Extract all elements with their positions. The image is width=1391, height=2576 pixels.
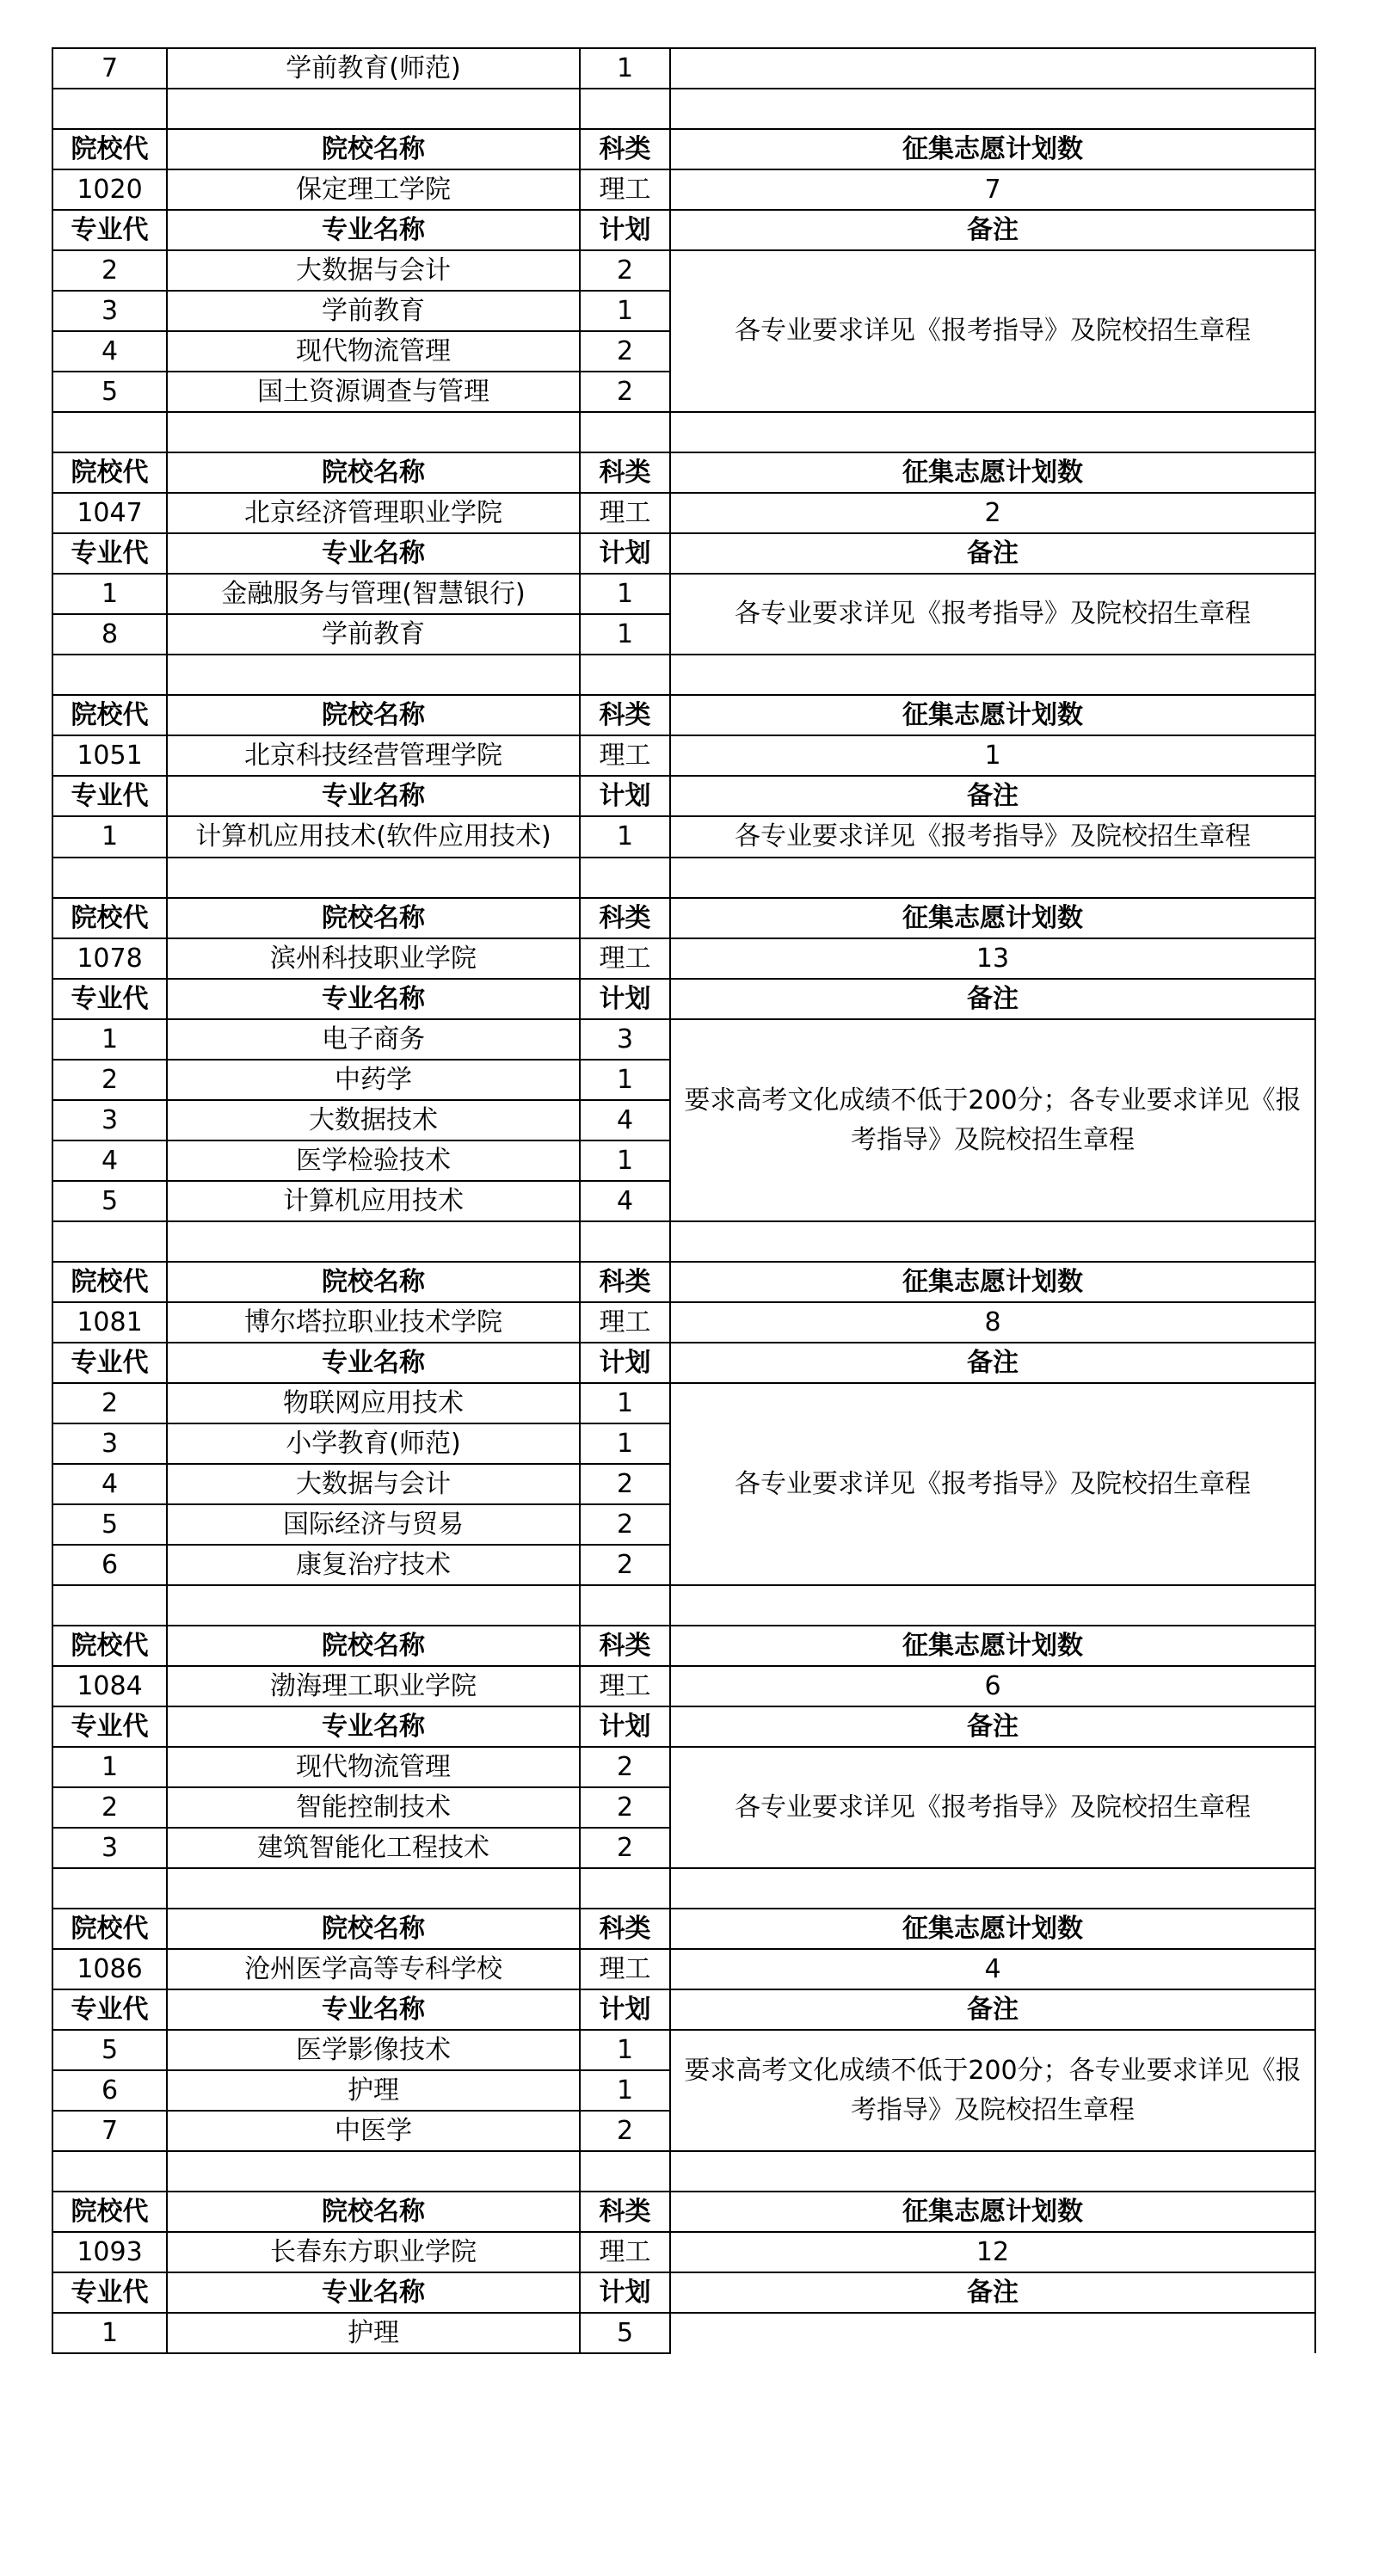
empty-cell xyxy=(52,2151,167,2192)
remark-cell xyxy=(670,48,1315,89)
school-category: 理工 xyxy=(580,2232,670,2272)
major-code: 1 xyxy=(52,816,167,858)
empty-cell xyxy=(580,412,670,452)
major-row xyxy=(52,574,1315,614)
remark-header: 备注 xyxy=(670,2272,1315,2313)
school-header-row xyxy=(52,2192,1315,2232)
school-code: 1078 xyxy=(52,938,167,979)
major-header-row xyxy=(52,1343,1315,1383)
category-header: 科类 xyxy=(580,898,670,938)
school-code-header: 院校代 xyxy=(52,129,167,169)
major-row xyxy=(52,2313,1315,2353)
empty-cell xyxy=(580,2151,670,2192)
major-name: 中医学 xyxy=(167,2111,580,2151)
major-plan: 1 xyxy=(580,2070,670,2111)
major-name: 国土资源调查与管理 xyxy=(167,372,580,412)
remark-cell: 各专业要求详见《报考指导》及院校招生章程 xyxy=(670,250,1315,412)
empty-cell xyxy=(670,2151,1315,2192)
major-row xyxy=(52,2030,1315,2070)
major-name-header: 专业名称 xyxy=(167,533,580,574)
school-name: 沧州医学高等专科学校 xyxy=(167,1949,580,1989)
major-code-cell: 7 xyxy=(52,48,167,89)
school-plan-total: 13 xyxy=(670,938,1315,979)
school-header-row xyxy=(52,452,1315,493)
school-category: 理工 xyxy=(580,169,670,210)
major-plan: 5 xyxy=(580,2313,670,2353)
major-code-header: 专业代 xyxy=(52,979,167,1019)
plan-total-header: 征集志愿计划数 xyxy=(670,1626,1315,1666)
major-header-row xyxy=(52,1706,1315,1747)
major-name: 现代物流管理 xyxy=(167,331,580,372)
remark-header: 备注 xyxy=(670,1989,1315,2030)
major-code: 3 xyxy=(52,1423,167,1464)
empty-cell xyxy=(52,1221,167,1262)
major-row xyxy=(52,1747,1315,1787)
major-code: 1 xyxy=(52,2313,167,2353)
major-code-header: 专业代 xyxy=(52,1343,167,1383)
major-code: 2 xyxy=(52,1383,167,1423)
category-header: 科类 xyxy=(580,1262,670,1302)
plan-header: 计划 xyxy=(580,776,670,816)
category-header: 科类 xyxy=(580,452,670,493)
empty-cell xyxy=(167,2151,580,2192)
major-name: 护理 xyxy=(167,2070,580,2111)
school-header-row xyxy=(52,695,1315,735)
school-code: 1047 xyxy=(52,493,167,533)
major-code: 2 xyxy=(52,1060,167,1100)
school-name-header: 院校名称 xyxy=(167,452,580,493)
major-name-header: 专业名称 xyxy=(167,2272,580,2313)
school-row xyxy=(52,2232,1315,2272)
major-name: 大数据与会计 xyxy=(167,250,580,291)
major-name-header: 专业名称 xyxy=(167,776,580,816)
empty-cell xyxy=(580,655,670,695)
school-plan-total: 7 xyxy=(670,169,1315,210)
school-plan-total: 2 xyxy=(670,493,1315,533)
major-name: 电子商务 xyxy=(167,1019,580,1060)
major-name: 大数据与会计 xyxy=(167,1464,580,1504)
major-name-header: 专业名称 xyxy=(167,210,580,250)
major-code: 5 xyxy=(52,1181,167,1221)
category-header: 科类 xyxy=(580,1626,670,1666)
empty-cell xyxy=(580,1868,670,1909)
major-code: 1 xyxy=(52,1747,167,1787)
major-code: 3 xyxy=(52,1828,167,1868)
major-name: 国际经济与贸易 xyxy=(167,1504,580,1545)
school-code: 1086 xyxy=(52,1949,167,1989)
major-row xyxy=(52,250,1315,291)
major-code: 3 xyxy=(52,291,167,331)
plan-header: 计划 xyxy=(580,533,670,574)
school-name: 北京科技经营管理学院 xyxy=(167,735,580,776)
major-code: 5 xyxy=(52,1504,167,1545)
separator-row xyxy=(52,1585,1315,1626)
school-code-header: 院校代 xyxy=(52,695,167,735)
school-header-row xyxy=(52,898,1315,938)
school-plan-total: 12 xyxy=(670,2232,1315,2272)
major-name: 物联网应用技术 xyxy=(167,1383,580,1423)
major-name: 大数据技术 xyxy=(167,1100,580,1140)
plan-header: 计划 xyxy=(580,2272,670,2313)
school-name-header: 院校名称 xyxy=(167,2192,580,2232)
category-header: 科类 xyxy=(580,695,670,735)
remark-cell: 要求高考文化成绩不低于200分；各专业要求详见《报考指导》及院校招生章程 xyxy=(670,2030,1315,2151)
school-row xyxy=(52,1949,1315,1989)
remark-cell: 各专业要求详见《报考指导》及院校招生章程 xyxy=(670,816,1315,858)
separator-row xyxy=(52,1221,1315,1262)
school-code-header: 院校代 xyxy=(52,1626,167,1666)
remark-header: 备注 xyxy=(670,533,1315,574)
major-code: 4 xyxy=(52,331,167,372)
major-plan: 1 xyxy=(580,291,670,331)
remark-cell: 各专业要求详见《报考指导》及院校招生章程 xyxy=(670,574,1315,655)
major-plan: 2 xyxy=(580,1464,670,1504)
major-plan: 1 xyxy=(580,574,670,614)
major-code: 3 xyxy=(52,1100,167,1140)
school-name-header: 院校名称 xyxy=(167,129,580,169)
school-name: 长春东方职业学院 xyxy=(167,2232,580,2272)
major-plan: 1 xyxy=(580,2030,670,2070)
major-name: 中药学 xyxy=(167,1060,580,1100)
school-code: 1081 xyxy=(52,1302,167,1343)
major-plan: 4 xyxy=(580,1181,670,1221)
major-plan: 1 xyxy=(580,1383,670,1423)
school-code-header: 院校代 xyxy=(52,2192,167,2232)
major-code: 5 xyxy=(52,372,167,412)
school-name: 北京经济管理职业学院 xyxy=(167,493,580,533)
major-header-row xyxy=(52,210,1315,250)
category-header: 科类 xyxy=(580,129,670,169)
major-plan: 2 xyxy=(580,250,670,291)
school-name-header: 院校名称 xyxy=(167,1262,580,1302)
school-header-row xyxy=(52,129,1315,169)
major-plan: 2 xyxy=(580,1828,670,1868)
major-row xyxy=(52,816,1315,858)
major-name: 金融服务与管理(智慧银行) xyxy=(167,574,580,614)
school-code-header: 院校代 xyxy=(52,898,167,938)
major-name: 学前教育 xyxy=(167,614,580,655)
table-body xyxy=(52,48,1315,2353)
major-plan: 2 xyxy=(580,1747,670,1787)
major-name-header: 专业名称 xyxy=(167,1989,580,2030)
school-code: 1051 xyxy=(52,735,167,776)
school-header-row xyxy=(52,1626,1315,1666)
empty-cell xyxy=(670,1868,1315,1909)
plan-total-header: 征集志愿计划数 xyxy=(670,129,1315,169)
major-code-header: 专业代 xyxy=(52,533,167,574)
major-code: 1 xyxy=(52,574,167,614)
major-name: 医学检验技术 xyxy=(167,1140,580,1181)
major-name-header: 专业名称 xyxy=(167,1343,580,1383)
empty-cell xyxy=(670,655,1315,695)
school-plan-total: 1 xyxy=(670,735,1315,776)
major-plan: 1 xyxy=(580,1140,670,1181)
remark-cell xyxy=(670,2313,1315,2353)
major-plan: 2 xyxy=(580,331,670,372)
major-row xyxy=(52,1383,1315,1423)
empty-cell xyxy=(52,412,167,452)
major-plan: 1 xyxy=(580,1423,670,1464)
separator-row xyxy=(52,858,1315,898)
major-code: 7 xyxy=(52,2111,167,2151)
major-plan: 4 xyxy=(580,1100,670,1140)
separator-row xyxy=(52,412,1315,452)
major-name: 小学教育(师范) xyxy=(167,1423,580,1464)
empty-cell xyxy=(167,1221,580,1262)
major-header-row xyxy=(52,979,1315,1019)
remark-cell: 要求高考文化成绩不低于200分；各专业要求详见《报考指导》及院校招生章程 xyxy=(670,1019,1315,1221)
school-category: 理工 xyxy=(580,1302,670,1343)
empty-cell xyxy=(580,89,670,129)
school-name: 渤海理工职业学院 xyxy=(167,1666,580,1706)
empty-cell xyxy=(167,412,580,452)
school-name-header: 院校名称 xyxy=(167,695,580,735)
empty-cell xyxy=(52,1585,167,1626)
school-row xyxy=(52,938,1315,979)
major-code-header: 专业代 xyxy=(52,210,167,250)
empty-cell xyxy=(167,858,580,898)
school-header-row xyxy=(52,1909,1315,1949)
table-row xyxy=(52,48,1315,89)
school-category: 理工 xyxy=(580,735,670,776)
category-header: 科类 xyxy=(580,1909,670,1949)
major-name: 学前教育 xyxy=(167,291,580,331)
major-name: 康复治疗技术 xyxy=(167,1545,580,1585)
admission-plan-table xyxy=(52,47,1316,2354)
major-plan: 2 xyxy=(580,2111,670,2151)
major-name-header: 专业名称 xyxy=(167,979,580,1019)
empty-cell xyxy=(167,1868,580,1909)
empty-cell xyxy=(670,1585,1315,1626)
empty-cell xyxy=(52,89,167,129)
school-code-header: 院校代 xyxy=(52,452,167,493)
school-code: 1093 xyxy=(52,2232,167,2272)
major-code: 4 xyxy=(52,1464,167,1504)
school-name: 滨州科技职业学院 xyxy=(167,938,580,979)
remark-header: 备注 xyxy=(670,1706,1315,1747)
major-name-cell: 学前教育(师范) xyxy=(167,48,580,89)
school-code-header: 院校代 xyxy=(52,1909,167,1949)
major-name: 医学影像技术 xyxy=(167,2030,580,2070)
school-plan-total: 6 xyxy=(670,1666,1315,1706)
major-header-row xyxy=(52,776,1315,816)
major-header-row xyxy=(52,533,1315,574)
major-plan: 2 xyxy=(580,1504,670,1545)
major-plan: 2 xyxy=(580,1545,670,1585)
empty-cell xyxy=(167,89,580,129)
major-name-header: 专业名称 xyxy=(167,1706,580,1747)
major-name: 建筑智能化工程技术 xyxy=(167,1828,580,1868)
major-name: 计算机应用技术 xyxy=(167,1181,580,1221)
school-row xyxy=(52,493,1315,533)
empty-cell xyxy=(670,412,1315,452)
major-code: 6 xyxy=(52,1545,167,1585)
plan-total-header: 征集志愿计划数 xyxy=(670,695,1315,735)
major-code: 1 xyxy=(52,1019,167,1060)
major-name: 计算机应用技术(软件应用技术) xyxy=(167,816,580,858)
remark-cell: 各专业要求详见《报考指导》及院校招生章程 xyxy=(670,1747,1315,1868)
empty-cell xyxy=(52,655,167,695)
school-code: 1020 xyxy=(52,169,167,210)
school-row xyxy=(52,169,1315,210)
school-category: 理工 xyxy=(580,493,670,533)
plan-total-header: 征集志愿计划数 xyxy=(670,452,1315,493)
major-plan: 1 xyxy=(580,1060,670,1100)
empty-cell xyxy=(580,858,670,898)
major-code-header: 专业代 xyxy=(52,2272,167,2313)
empty-cell xyxy=(167,655,580,695)
plan-total-header: 征集志愿计划数 xyxy=(670,898,1315,938)
school-category: 理工 xyxy=(580,938,670,979)
school-name: 博尔塔拉职业技术学院 xyxy=(167,1302,580,1343)
major-code-header: 专业代 xyxy=(52,1989,167,2030)
school-row xyxy=(52,735,1315,776)
separator-row xyxy=(52,655,1315,695)
major-code: 2 xyxy=(52,250,167,291)
major-name: 护理 xyxy=(167,2313,580,2353)
plan-header: 计划 xyxy=(580,210,670,250)
empty-cell xyxy=(670,858,1315,898)
major-plan: 2 xyxy=(580,1787,670,1828)
plan-total-header: 征集志愿计划数 xyxy=(670,1262,1315,1302)
school-name-header: 院校名称 xyxy=(167,898,580,938)
remark-header: 备注 xyxy=(670,776,1315,816)
major-code: 8 xyxy=(52,614,167,655)
school-row xyxy=(52,1666,1315,1706)
empty-cell xyxy=(580,1221,670,1262)
plan-header: 计划 xyxy=(580,1989,670,2030)
school-code-header: 院校代 xyxy=(52,1262,167,1302)
empty-cell xyxy=(580,1585,670,1626)
major-plan: 1 xyxy=(580,816,670,858)
major-row xyxy=(52,1019,1315,1060)
school-plan-total: 8 xyxy=(670,1302,1315,1343)
major-name: 现代物流管理 xyxy=(167,1747,580,1787)
plan-header: 计划 xyxy=(580,1706,670,1747)
separator-row xyxy=(52,89,1315,129)
major-header-row xyxy=(52,1989,1315,2030)
empty-cell xyxy=(52,858,167,898)
plan-header: 计划 xyxy=(580,1343,670,1383)
major-plan: 3 xyxy=(580,1019,670,1060)
school-category: 理工 xyxy=(580,1666,670,1706)
major-plan: 1 xyxy=(580,614,670,655)
school-row xyxy=(52,1302,1315,1343)
major-code: 6 xyxy=(52,2070,167,2111)
separator-row xyxy=(52,2151,1315,2192)
empty-cell xyxy=(670,89,1315,129)
major-code: 5 xyxy=(52,2030,167,2070)
remark-header: 备注 xyxy=(670,210,1315,250)
school-category: 理工 xyxy=(580,1949,670,1989)
separator-row xyxy=(52,1868,1315,1909)
major-plan: 2 xyxy=(580,372,670,412)
school-name: 保定理工学院 xyxy=(167,169,580,210)
category-header: 科类 xyxy=(580,2192,670,2232)
empty-cell xyxy=(167,1585,580,1626)
school-plan-total: 4 xyxy=(670,1949,1315,1989)
plan-total-header: 征集志愿计划数 xyxy=(670,2192,1315,2232)
remark-header: 备注 xyxy=(670,1343,1315,1383)
plan-cell: 1 xyxy=(580,48,670,89)
school-header-row xyxy=(52,1262,1315,1302)
plan-header: 计划 xyxy=(580,979,670,1019)
school-code: 1084 xyxy=(52,1666,167,1706)
remark-cell: 各专业要求详见《报考指导》及院校招生章程 xyxy=(670,1383,1315,1585)
major-name: 智能控制技术 xyxy=(167,1787,580,1828)
plan-total-header: 征集志愿计划数 xyxy=(670,1909,1315,1949)
empty-cell xyxy=(52,1868,167,1909)
major-code: 4 xyxy=(52,1140,167,1181)
school-name-header: 院校名称 xyxy=(167,1909,580,1949)
major-code-header: 专业代 xyxy=(52,776,167,816)
major-header-row xyxy=(52,2272,1315,2313)
remark-header: 备注 xyxy=(670,979,1315,1019)
major-code: 2 xyxy=(52,1787,167,1828)
empty-cell xyxy=(670,1221,1315,1262)
major-code-header: 专业代 xyxy=(52,1706,167,1747)
school-name-header: 院校名称 xyxy=(167,1626,580,1666)
